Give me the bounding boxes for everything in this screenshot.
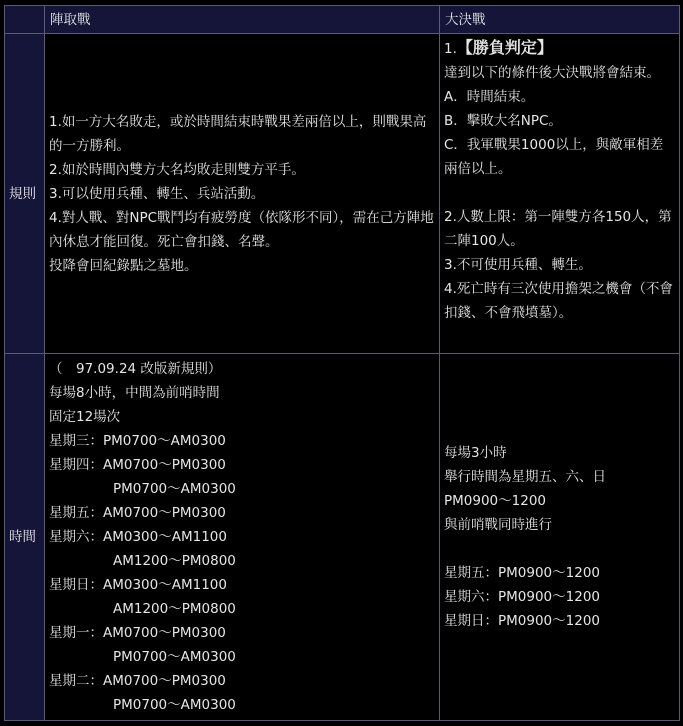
schedule-line: 星期二：AM0700～PM0300 bbox=[49, 673, 226, 689]
row-label-time: 時間 bbox=[5, 354, 45, 721]
rule-line: 投降會回紀錄點之墓地。 bbox=[49, 257, 198, 274]
row-label-rules: 規則 bbox=[5, 34, 45, 354]
schedule-line: 星期六：PM0900～1200 bbox=[444, 589, 601, 605]
schedule-line: 星期五：AM0700～PM0300 bbox=[49, 505, 226, 521]
rules-daikessen-cell bbox=[440, 34, 680, 354]
spacer bbox=[444, 181, 675, 205]
rule-line: A．時間結束。 bbox=[444, 89, 535, 105]
schedule-line: 星期五：PM0900～1200 bbox=[444, 565, 601, 581]
rule-line: 1.如一方大名敗走，或於時間結束時戰果差兩倍以上，則戰果高的一方勝利。 bbox=[49, 113, 427, 154]
victory-heading-title: 【勝負判定】 bbox=[456, 38, 553, 57]
rule-line: 4.對人戰、對NPC戰鬥均有疲勞度（依隊形不同），需在己方陣地內休息才能回復。死亡會扣錢、名聲。 bbox=[49, 209, 434, 250]
schedule-line: PM0700～AM0300 bbox=[113, 481, 236, 497]
column-header-jinshu: 陣取戰 bbox=[45, 6, 440, 34]
schedule-line: 星期六：AM0300～AM1100 bbox=[49, 529, 227, 545]
column-header-daikessen: 大決戰 bbox=[440, 6, 680, 34]
schedule-line: PM0900～1200 bbox=[444, 493, 547, 509]
schedule-line: PM0700～AM0300 bbox=[113, 649, 236, 665]
schedule-line: （ 97.09.24 改版新規則） bbox=[49, 361, 222, 377]
schedule-line: PM0700～AM0300 bbox=[113, 697, 236, 713]
rule-line: C．我軍戰果1000以上，與敵軍相差兩倍以上。 bbox=[444, 137, 664, 177]
schedule-line: 舉行時間為星期五、六、日 bbox=[444, 469, 606, 485]
battle-rules-table bbox=[4, 5, 680, 721]
schedule-line: 與前哨戰同時進行 bbox=[444, 517, 552, 533]
rule-line: 達到以下的條件後大決戰將會結束。 bbox=[444, 65, 660, 81]
rule-line: 3.可以使用兵種、轉生、兵站活動。 bbox=[49, 185, 265, 202]
schedule-line: 星期日：PM0900～1200 bbox=[444, 613, 601, 629]
schedule-line: 星期四：AM0700～PM0300 bbox=[49, 457, 226, 473]
time-jinshu-cell bbox=[45, 354, 440, 721]
rule-line: B．擊敗大名NPC。 bbox=[444, 113, 562, 129]
spacer bbox=[444, 537, 675, 561]
schedule-line: AM1200～PM0800 bbox=[113, 553, 236, 569]
rules-jinshu-cell bbox=[45, 34, 440, 354]
rule-line: 3.不可使用兵種、轉生。 bbox=[444, 257, 592, 273]
rule-line: 2.如於時間內雙方大名均敗走則雙方平手。 bbox=[49, 161, 305, 178]
victory-heading-number: 1. bbox=[444, 41, 457, 57]
corner-cell bbox=[5, 6, 45, 34]
schedule-line: 固定12場次 bbox=[49, 409, 121, 425]
time-row bbox=[5, 354, 680, 721]
schedule-line: 星期三：PM0700～AM0300 bbox=[49, 433, 226, 449]
schedule-line: AM1200～PM0800 bbox=[113, 601, 236, 617]
rules-row bbox=[5, 34, 680, 354]
header-row bbox=[5, 6, 680, 34]
schedule-line: 每場8小時，中間為前哨時間 bbox=[49, 385, 220, 401]
rule-line: 2.人數上限：第一陣雙方各150人，第二陣100人。 bbox=[444, 209, 672, 249]
schedule-line: 每場3小時 bbox=[444, 445, 507, 461]
schedule-line: 星期日：AM0300～AM1100 bbox=[49, 577, 227, 593]
victory-heading bbox=[444, 36, 675, 61]
schedule-line: 星期一：AM0700～PM0300 bbox=[49, 625, 226, 641]
time-daikessen-cell bbox=[440, 354, 680, 721]
rule-line: 4.死亡時有三次使用擔架之機會（不會扣錢、不會飛墳墓）。 bbox=[444, 281, 673, 321]
